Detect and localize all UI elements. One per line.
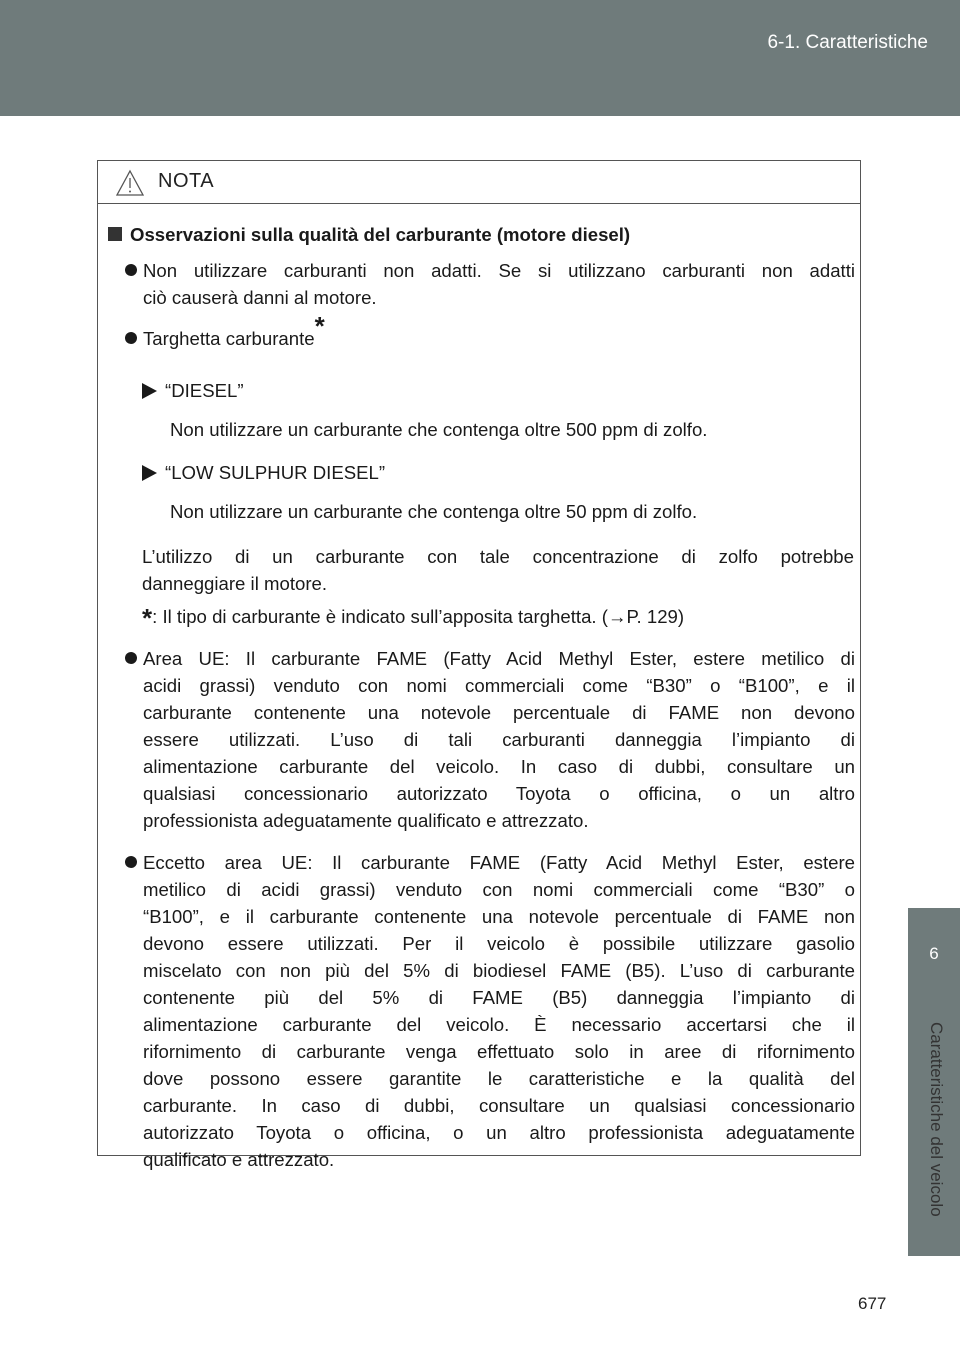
diesel-text: Non utilizzare un carburante che contenga oltre 500 ppm di zolfo. [170, 419, 708, 440]
low-sulphur-item: “LOW SULPHUR DIESEL” [142, 459, 842, 486]
note-heading: Osservazioni sulla qualità del carburante (motore diesel) [108, 221, 630, 248]
diesel-item: “DIESEL” [142, 377, 842, 404]
chapter-label: Caratteristiche del veicolo [927, 1022, 946, 1217]
low-sulphur-text: Non utilizzare un carburante che contenga oltre 50 ppm di zolfo. [170, 501, 698, 522]
bullet-unsuitable-fuel: Non utilizzare carburanti non adatti. Se si utilizzano carburanti non adatti ciò causerà danni al motore. [125, 257, 855, 311]
bullet-fuel-label: Targhetta carburante* [125, 325, 855, 352]
bullet-dot-icon [125, 264, 137, 276]
bullet-dot-icon [125, 652, 137, 664]
asterisk-mark: * [314, 311, 325, 341]
footnote: *: Il tipo di carburante è indicato sull’apposita targhetta. (→P. 129) [142, 603, 685, 633]
note-box [97, 160, 861, 1170]
arrow-right-icon [142, 465, 157, 481]
square-bullet-icon [108, 227, 122, 241]
section-title: 6-1. Caratteristiche [767, 32, 928, 53]
bullet-dot-icon [125, 856, 137, 868]
sulfur-warning: L’utilizzo di un carburante con tale concentrazione di zolfo potrebbe danneggiare il motore. [142, 546, 854, 594]
bullet-dot-icon [125, 332, 137, 344]
bullet-eu-area: Area UE: Il carburante FAME (Fatty Acid Methyl Ester, estere metilico di acidi grassi) venduto con nomi commerciali come “B30” o “B100”, e il carburante contenente una notevole percentuale di FAME non devono essere utilizzati. L’uso di tali carburanti danneggia l’impianto di alimentazione carburante del veicolo. In caso di dubbi, consultare un qualsiasi concessionario autorizzato Toyota o officina, o un altro professionista adeguatamente qualificato e attrezzato. [125, 645, 855, 834]
asterisk-mark: * [142, 603, 153, 633]
note-label: NOTA [158, 170, 215, 192]
chapter-number: 6 [929, 944, 939, 963]
page-number: 677 [858, 1294, 887, 1313]
note-header [98, 161, 860, 204]
header-band [0, 0, 960, 116]
warning-triangle-icon [115, 169, 145, 197]
arrow-right-icon [142, 383, 157, 399]
chapter-label-wrap [916, 1022, 956, 1262]
bullet-non-eu-area: Eccetto area UE: Il carburante FAME (Fatty Acid Methyl Ester, estere metilico di acidi grassi) venduto con nomi commerciali come “B30” o “B100”, e il carburante contenente una notevole percentuale di FAME non devono essere utilizzati. Per il veicolo è possibile utilizzare gasolio miscelato con non più del 5% di biodiesel FAME (B5). L’uso di carburante contenente più del 5% di FAME (B5) danneggia l’impianto di alimentazione carburante del veicolo. È necessario accertarsi che il rifornimento di carburante venga effettuato solo in aree di rifornimento dove possono essere garantite le caratteristiche e la qualità del carburante. In caso di dubbi, consultare un qualsiasi concessionario autorizzato Toyota o officina, o un altro professionista adeguatamente qualificato e attrezzato. [125, 849, 855, 1173]
